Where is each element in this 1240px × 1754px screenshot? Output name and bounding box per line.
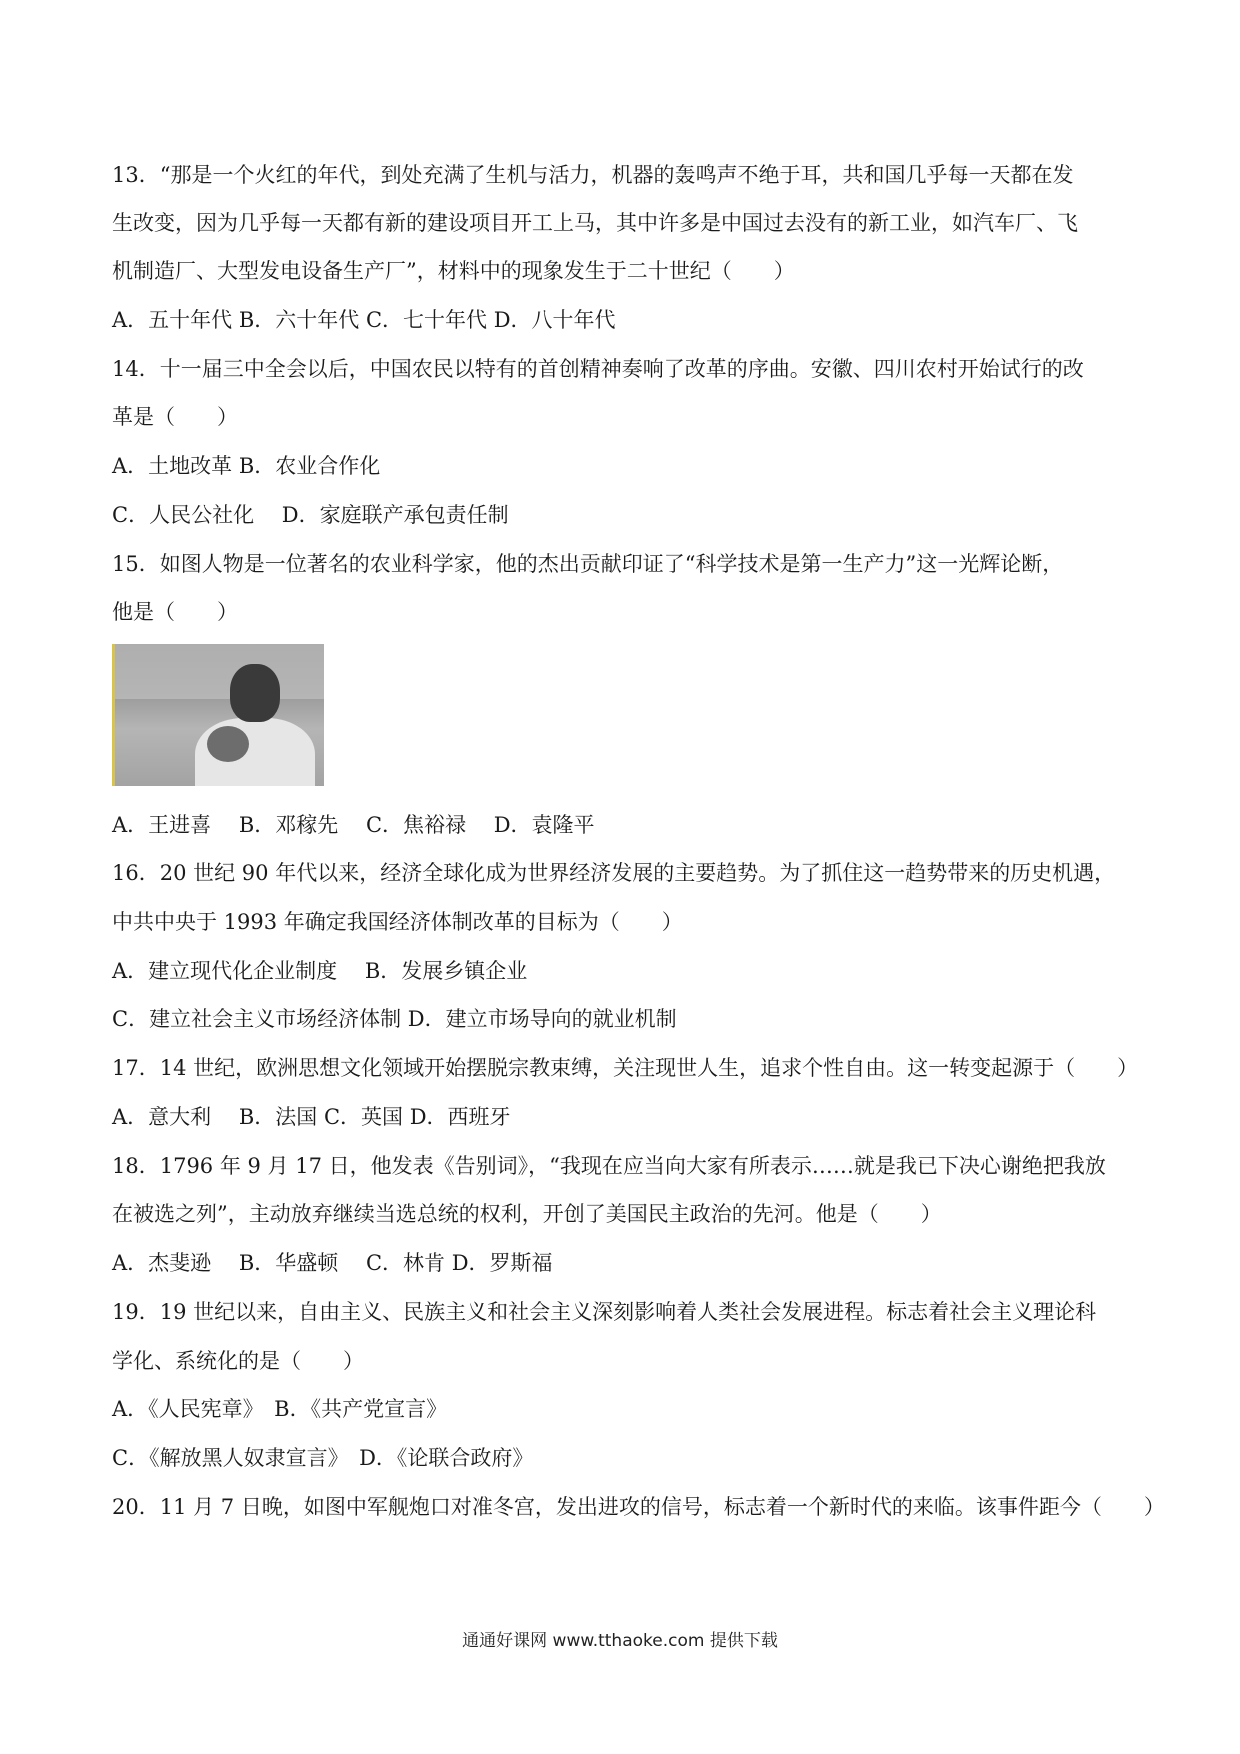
line-8: C．人民公社化 D．家庭联产承包责任制 [112, 503, 509, 527]
line-13: 中共中央于 1993 年确定我国经济体制改革的目标为（ ） [112, 910, 683, 934]
line-10: 他是（ ） [112, 600, 238, 624]
line-2: 生改变，因为几乎每一天都有新的建设项目开工上马，其中许多是中国过去没有的新工业，如汽车厂、飞 [112, 211, 1078, 235]
page-footer: 通通好课网 www.tthaoke.com 提供下载 [462, 1631, 778, 1651]
line-20: A．杰斐逊 B．华盛顿 C．林肯 D．罗斯福 [112, 1251, 553, 1275]
line-21: 19．19 世纪以来，自由主义、民族主义和社会主义深刻影响着人类社会发展进程。标志着社会主义理论科 [112, 1300, 1097, 1324]
line-22: 学化、系统化的是（ ） [112, 1349, 364, 1373]
photo-hand [207, 726, 249, 762]
line-9: 15．如图人物是一位著名的农业科学家，他的杰出贡献印证了“科学技术是第一生产力”这一光辉论断， [112, 552, 1064, 576]
line-4: A．五十年代 B．六十年代 C．七十年代 D．八十年代 [112, 308, 616, 332]
line-5: 14．十一届三中全会以后，中国农民以特有的首创精神奏响了改革的序曲。安徽、四川农村开始试行的改 [112, 357, 1084, 381]
line-3: 机制造厂、大型发电设备生产厂”，材料中的现象发生于二十世纪（ ） [112, 259, 795, 283]
line-23: A．《人民宪章》 B．《共产党宣言》 [112, 1397, 448, 1421]
line-19: 在被选之列”，主动放弃继续当选总统的权利，开创了美国民主政治的先河。他是（ ） [112, 1202, 942, 1226]
scientist-photo [112, 644, 324, 786]
photo-head [230, 664, 280, 722]
line-14: A．建立现代化企业制度 B．发展乡镇企业 [112, 959, 528, 983]
line-7: A．土地改革 B．农业合作化 [112, 454, 381, 478]
line-24: C．《解放黑人奴隶宣言》 D．《论联合政府》 [112, 1446, 534, 1470]
line-18: 18．1796 年 9 月 17 日，他发表《告别词》，“我现在应当向大家有所表示……就是我已下决心谢绝把我放 [112, 1154, 1106, 1178]
line-16: 17．14 世纪，欧洲思想文化领域开始摆脱宗教束缚，关注现世人生，追求个性自由。这一转变起源于（ ） [112, 1056, 1139, 1080]
line-15: C．建立社会主义市场经济体制 D．建立市场导向的就业机制 [112, 1007, 677, 1031]
line-25: 20．11 月 7 日晚，如图中军舰炮口对准冬宫，发出进攻的信号，标志着一个新时代的来临。该事件距今（ ） [112, 1495, 1165, 1519]
line-6: 革是（ ） [112, 405, 238, 429]
line-17: A．意大利 B．法国 C．英国 D．西班牙 [112, 1105, 511, 1129]
line-11: A．王进喜 B．邓稼先 C．焦裕禄 D．袁隆平 [112, 813, 595, 837]
line-12: 16．20 世纪 90 年代以来，经济全球化成为世界经济发展的主要趋势。为了抓住这一趋势带来的历史机遇， [112, 861, 1116, 885]
line-1: 13．“那是一个火红的年代，到处充满了生机与活力，机器的轰鸣声不绝于耳，共和国几乎每一天都在发 [112, 163, 1074, 187]
photo-background [115, 644, 324, 699]
